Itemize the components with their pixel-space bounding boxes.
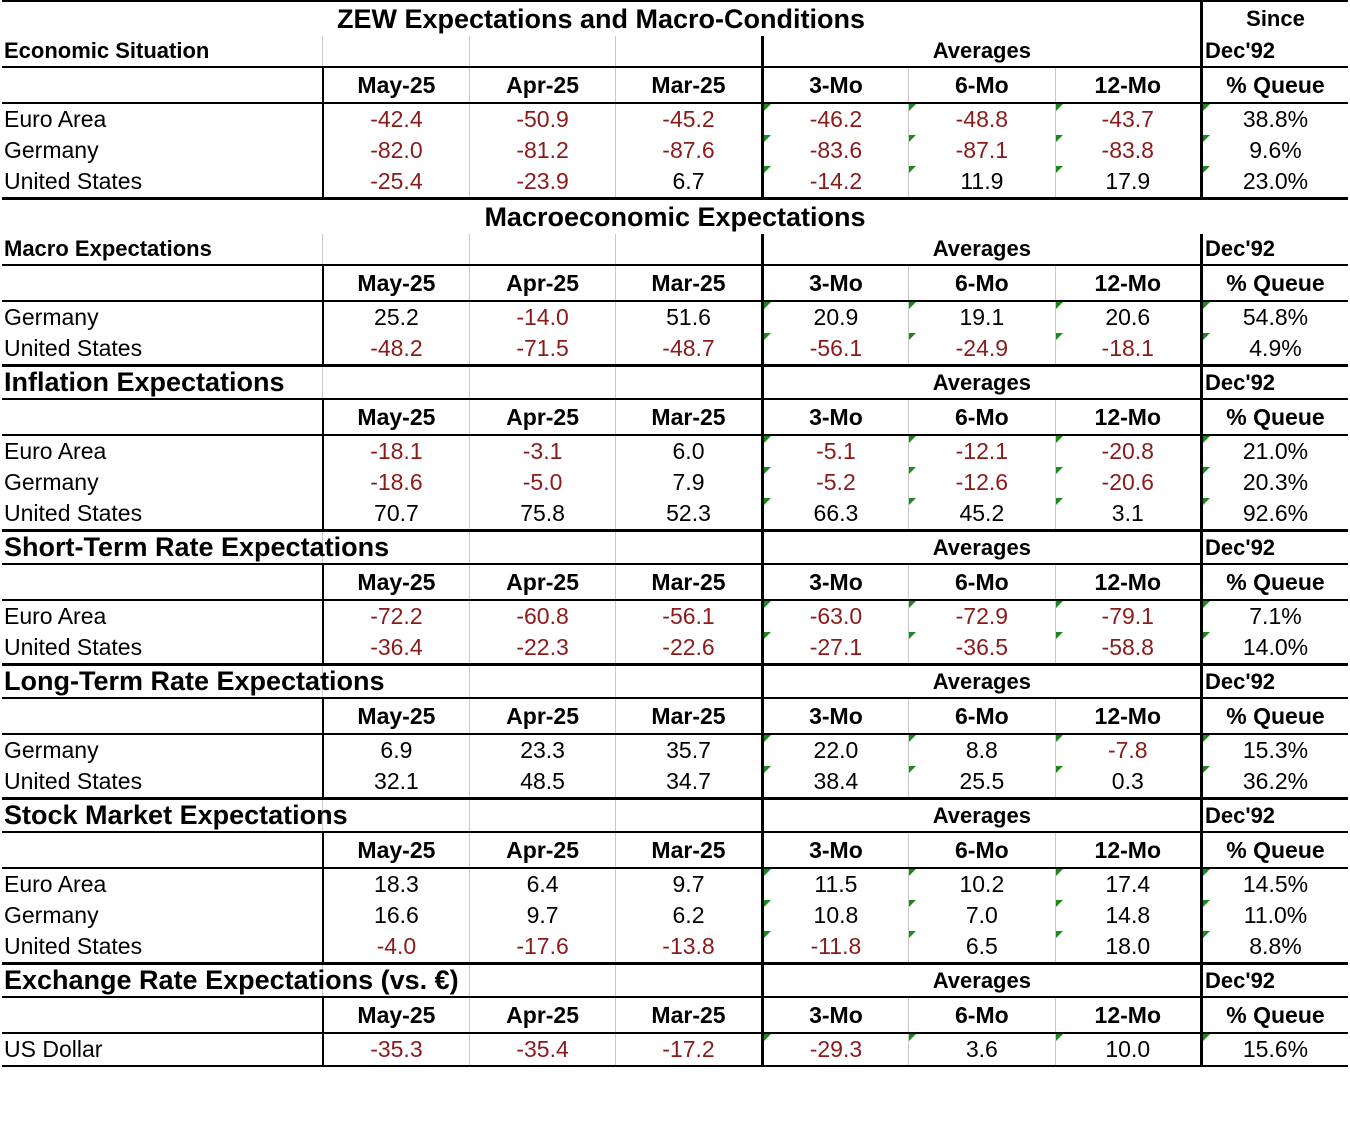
blank-cell[interactable]	[616, 964, 762, 998]
data-cell[interactable]: 92.6%	[1201, 498, 1348, 531]
column-header[interactable]: May-25	[323, 67, 469, 103]
blank-cell[interactable]	[469, 799, 615, 833]
data-cell[interactable]: 21.0%	[1201, 435, 1348, 467]
table-row	[2, 333, 1348, 366]
data-cell[interactable]: -58.8	[1055, 632, 1201, 665]
row-label[interactable]: United States	[4, 768, 143, 794]
table-row	[2, 199, 1348, 235]
data-cell[interactable]: -5.2	[762, 467, 908, 498]
blank-cell[interactable]	[2, 265, 323, 301]
data-cell[interactable]: 11.0%	[1201, 900, 1348, 931]
data-cell[interactable]: 10.2	[909, 868, 1055, 900]
table-row	[2, 832, 1348, 868]
data-cell[interactable]: -20.8	[1055, 435, 1201, 467]
column-header[interactable]: 3-Mo	[762, 698, 908, 734]
blank-cell[interactable]	[2, 832, 323, 868]
data-cell[interactable]: 15.3%	[1201, 734, 1348, 766]
section-label[interactable]: Inflation Expectations	[2, 366, 323, 400]
data-cell[interactable]: -12.6	[909, 467, 1055, 498]
row-label[interactable]: United States	[4, 335, 143, 361]
column-header[interactable]: 12-Mo	[1055, 832, 1201, 868]
data-cell[interactable]: 10.0	[1055, 1033, 1201, 1066]
data-cell[interactable]: -87.6	[616, 135, 762, 166]
data-cell[interactable]: -5.1	[762, 435, 908, 467]
averages-label[interactable]: Averages	[762, 36, 1201, 67]
table-row	[2, 103, 1348, 135]
table-row	[2, 301, 1348, 333]
column-header[interactable]: 12-Mo	[1055, 698, 1201, 734]
row-label[interactable]: United States	[4, 634, 143, 660]
data-cell[interactable]: -42.4	[323, 103, 469, 135]
data-cell[interactable]: -17.6	[469, 931, 615, 964]
row-label[interactable]: Germany	[4, 737, 99, 763]
data-cell[interactable]: 4.9%	[1201, 333, 1348, 366]
table-row	[2, 265, 1348, 301]
blank-cell[interactable]	[616, 799, 762, 833]
since-date-label[interactable]: Dec'92	[1201, 964, 1348, 998]
data-cell[interactable]: 35.7	[616, 734, 762, 766]
column-header[interactable]: 12-Mo	[1055, 67, 1201, 103]
data-cell[interactable]: -43.7	[1055, 103, 1201, 135]
since-date-label[interactable]: Dec'92	[1201, 799, 1348, 833]
data-cell[interactable]: 14.5%	[1201, 868, 1348, 900]
data-cell[interactable]: -87.1	[909, 135, 1055, 166]
column-header[interactable]: Apr-25	[469, 832, 615, 868]
data-cell[interactable]: 20.6	[1055, 301, 1201, 333]
since-date-label[interactable]: Dec'92	[1201, 36, 1348, 67]
column-header[interactable]: Apr-25	[469, 67, 615, 103]
data-cell[interactable]: -63.0	[762, 600, 908, 632]
data-cell[interactable]: -35.3	[323, 1033, 469, 1066]
column-header[interactable]: Apr-25	[469, 997, 615, 1033]
row-label[interactable]: Euro Area	[4, 438, 107, 464]
data-cell[interactable]: 25.2	[323, 301, 469, 333]
column-header[interactable]: May-25	[323, 698, 469, 734]
data-cell[interactable]: 20.3%	[1201, 467, 1348, 498]
data-cell[interactable]: -25.4	[323, 166, 469, 199]
row-label[interactable]: United States	[4, 933, 143, 959]
blank-cell[interactable]	[2, 564, 323, 600]
data-cell[interactable]: 54.8%	[1201, 301, 1348, 333]
table-row	[2, 698, 1348, 734]
column-header[interactable]: % Queue	[1201, 564, 1348, 600]
averages-label[interactable]: Averages	[762, 665, 1201, 699]
data-cell[interactable]: -18.1	[323, 435, 469, 467]
blank-cell[interactable]	[469, 36, 615, 67]
data-cell[interactable]: 18.3	[323, 868, 469, 900]
column-header[interactable]: 12-Mo	[1055, 399, 1201, 435]
column-header[interactable]: May-25	[323, 399, 469, 435]
data-cell[interactable]: 25.5	[909, 766, 1055, 799]
data-cell[interactable]: 36.2%	[1201, 766, 1348, 799]
data-cell[interactable]: -13.8	[616, 931, 762, 964]
table-row	[2, 734, 1348, 766]
data-cell[interactable]: -82.0	[323, 135, 469, 166]
since-date-label[interactable]: Dec'92	[1201, 531, 1348, 565]
since-date-label[interactable]: Dec'92	[1201, 366, 1348, 400]
column-header[interactable]: Apr-25	[469, 564, 615, 600]
table-row	[2, 997, 1348, 1033]
column-header[interactable]: 3-Mo	[762, 832, 908, 868]
column-header[interactable]: 6-Mo	[909, 832, 1055, 868]
since-label[interactable]: Since	[1201, 1, 1348, 36]
page-title[interactable]: ZEW Expectations and Macro-Conditions	[2, 1, 1201, 36]
data-cell[interactable]: -11.8	[762, 931, 908, 964]
data-cell[interactable]: -3.1	[469, 435, 615, 467]
since-date-label[interactable]: Dec'92	[1201, 665, 1348, 699]
averages-label[interactable]: Averages	[762, 799, 1201, 833]
column-header[interactable]: 3-Mo	[762, 67, 908, 103]
data-cell[interactable]: 70.7	[323, 498, 469, 531]
column-header[interactable]: 12-Mo	[1055, 997, 1201, 1033]
blank-cell[interactable]	[2, 698, 323, 734]
blank-cell[interactable]	[616, 234, 762, 265]
data-cell[interactable]: 6.4	[469, 868, 615, 900]
table-row	[2, 766, 1348, 799]
data-cell[interactable]: -27.1	[762, 632, 908, 665]
data-cell[interactable]: -14.0	[469, 301, 615, 333]
blank-cell[interactable]	[2, 997, 323, 1033]
column-header[interactable]: Apr-25	[469, 265, 615, 301]
table-row	[2, 931, 1348, 964]
column-header[interactable]: Mar-25	[616, 265, 762, 301]
table-row	[2, 399, 1348, 435]
data-cell[interactable]: -71.5	[469, 333, 615, 366]
data-cell[interactable]: 17.4	[1055, 868, 1201, 900]
data-cell[interactable]: 34.7	[616, 766, 762, 799]
column-header[interactable]: 3-Mo	[762, 564, 908, 600]
blank-cell[interactable]	[469, 366, 615, 400]
table-row	[2, 135, 1348, 166]
data-cell[interactable]: -48.2	[323, 333, 469, 366]
data-cell[interactable]: -18.1	[1055, 333, 1201, 366]
blank-cell[interactable]	[616, 366, 762, 400]
data-cell[interactable]: -7.8	[1055, 734, 1201, 766]
table-row	[2, 632, 1348, 665]
table-row	[2, 564, 1348, 600]
data-cell[interactable]: 11.9	[909, 166, 1055, 199]
table-row	[2, 67, 1348, 103]
data-cell[interactable]: 48.5	[469, 766, 615, 799]
row-label[interactable]: Germany	[4, 469, 99, 495]
row-label[interactable]: United States	[4, 500, 143, 526]
data-cell[interactable]: -72.9	[909, 600, 1055, 632]
row-label[interactable]: US Dollar	[2, 1033, 323, 1066]
averages-label[interactable]: Averages	[762, 964, 1201, 998]
data-cell[interactable]: 0.3	[1055, 766, 1201, 799]
data-cell[interactable]: -45.2	[616, 103, 762, 135]
column-header[interactable]: % Queue	[1201, 997, 1348, 1033]
table-row	[2, 1, 1348, 36]
column-header[interactable]: % Queue	[1201, 265, 1348, 301]
blank-cell[interactable]	[469, 665, 615, 699]
data-cell[interactable]: 6.5	[909, 931, 1055, 964]
section-label[interactable]: Macro Expectations	[4, 236, 212, 261]
data-cell[interactable]: -24.9	[909, 333, 1055, 366]
section-label[interactable]: Economic Situation	[4, 38, 210, 63]
data-cell[interactable]: -83.6	[762, 135, 908, 166]
blank-cell[interactable]	[469, 234, 615, 265]
data-cell[interactable]: -4.0	[323, 931, 469, 964]
section-label[interactable]: Short-Term Rate Expectations	[4, 532, 390, 562]
data-cell[interactable]: 6.7	[616, 166, 762, 199]
column-header[interactable]: Mar-25	[616, 832, 762, 868]
column-header[interactable]: % Queue	[1201, 399, 1348, 435]
data-cell[interactable]: 9.7	[616, 868, 762, 900]
row-label[interactable]: Germany	[4, 137, 99, 163]
column-header[interactable]: 6-Mo	[909, 564, 1055, 600]
table-row	[2, 868, 1348, 900]
data-cell[interactable]: 66.3	[762, 498, 908, 531]
column-header[interactable]: Apr-25	[469, 698, 615, 734]
section-label[interactable]: Stock Market Expectations	[4, 800, 348, 830]
blank-cell[interactable]	[616, 665, 762, 699]
averages-label[interactable]: Averages	[762, 234, 1201, 265]
column-header[interactable]: 12-Mo	[1055, 564, 1201, 600]
table-row	[2, 1033, 1348, 1066]
column-header[interactable]: Apr-25	[469, 399, 615, 435]
column-header[interactable]: % Queue	[1201, 67, 1348, 103]
table-row	[2, 665, 1348, 699]
data-cell[interactable]: 9.7	[469, 900, 615, 931]
data-cell[interactable]: 9.6%	[1201, 135, 1348, 166]
data-cell[interactable]: -56.1	[616, 600, 762, 632]
column-header[interactable]: % Queue	[1201, 698, 1348, 734]
data-cell[interactable]: -29.3	[762, 1033, 908, 1066]
row-label[interactable]: United States	[4, 168, 143, 194]
table-row	[2, 467, 1348, 498]
data-cell[interactable]: 6.9	[323, 734, 469, 766]
row-label[interactable]: Euro Area	[4, 603, 107, 629]
zew-table	[2, 0, 1348, 1067]
data-cell[interactable]: -48.8	[909, 103, 1055, 135]
data-cell[interactable]: 38.8%	[1201, 103, 1348, 135]
since-date-label[interactable]: Dec'92	[1201, 234, 1348, 265]
table-row	[2, 531, 1348, 565]
data-cell[interactable]: -46.2	[762, 103, 908, 135]
section-label[interactable]: Exchange Rate Expectations (vs. €)	[4, 965, 459, 995]
data-cell[interactable]: 3.6	[909, 1033, 1055, 1066]
column-header[interactable]: 12-Mo	[1055, 265, 1201, 301]
data-cell[interactable]: -79.1	[1055, 600, 1201, 632]
data-cell[interactable]: -81.2	[469, 135, 615, 166]
table-row	[2, 799, 1348, 833]
column-header[interactable]: 6-Mo	[909, 997, 1055, 1033]
blank-cell[interactable]	[323, 36, 469, 67]
data-cell[interactable]: 6.0	[616, 435, 762, 467]
column-header[interactable]: 6-Mo	[909, 399, 1055, 435]
column-header[interactable]: Mar-25	[616, 399, 762, 435]
data-cell[interactable]: 7.1%	[1201, 600, 1348, 632]
data-cell[interactable]: 22.0	[762, 734, 908, 766]
data-cell[interactable]: -36.5	[909, 632, 1055, 665]
data-cell[interactable]: 7.9	[616, 467, 762, 498]
table-row	[2, 600, 1348, 632]
blank-cell[interactable]	[616, 36, 762, 67]
column-header[interactable]: May-25	[323, 265, 469, 301]
row-label[interactable]: Euro Area	[4, 106, 107, 132]
data-cell[interactable]: -48.7	[616, 333, 762, 366]
blank-cell[interactable]	[323, 234, 469, 265]
data-cell[interactable]: -35.4	[469, 1033, 615, 1066]
data-cell[interactable]: 3.1	[1055, 498, 1201, 531]
data-cell[interactable]: 23.3	[469, 734, 615, 766]
blank-cell[interactable]	[2, 399, 323, 435]
data-cell[interactable]: -5.0	[469, 467, 615, 498]
data-cell[interactable]: 15.6%	[1201, 1033, 1348, 1066]
data-cell[interactable]: 45.2	[909, 498, 1055, 531]
table-row	[2, 435, 1348, 467]
column-header[interactable]: 6-Mo	[909, 698, 1055, 734]
data-cell[interactable]: 23.0%	[1201, 166, 1348, 199]
column-header[interactable]: 3-Mo	[762, 399, 908, 435]
blank-cell[interactable]	[2, 67, 323, 103]
row-label[interactable]: Germany	[4, 902, 99, 928]
averages-label[interactable]: Averages	[762, 531, 1201, 565]
blank-cell[interactable]	[469, 964, 615, 998]
data-cell[interactable]: -20.6	[1055, 467, 1201, 498]
data-cell[interactable]: 6.2	[616, 900, 762, 931]
data-cell[interactable]: 75.8	[469, 498, 615, 531]
table-row	[2, 234, 1348, 265]
section-label[interactable]: Long-Term Rate Expectations	[4, 666, 385, 696]
data-cell[interactable]: 51.6	[616, 301, 762, 333]
column-header[interactable]: Mar-25	[616, 67, 762, 103]
data-cell[interactable]: -14.2	[762, 166, 908, 199]
blank-cell[interactable]	[616, 531, 762, 565]
column-header[interactable]: % Queue	[1201, 832, 1348, 868]
table-row	[2, 366, 1348, 400]
column-header[interactable]: 6-Mo	[909, 265, 1055, 301]
data-cell[interactable]: -60.8	[469, 600, 615, 632]
column-header[interactable]: May-25	[323, 564, 469, 600]
data-cell[interactable]: 20.9	[762, 301, 908, 333]
data-cell[interactable]: 17.9	[1055, 166, 1201, 199]
section-title[interactable]: Macroeconomic Expectations	[2, 199, 1348, 235]
data-cell[interactable]: 32.1	[323, 766, 469, 799]
data-cell[interactable]: -72.2	[323, 600, 469, 632]
data-cell[interactable]: -12.1	[909, 435, 1055, 467]
column-header[interactable]: 3-Mo	[762, 265, 908, 301]
row-label[interactable]: Germany	[4, 304, 99, 330]
data-cell[interactable]: 14.8	[1055, 900, 1201, 931]
data-cell[interactable]: -36.4	[323, 632, 469, 665]
table-row	[2, 900, 1348, 931]
table-row	[2, 36, 1348, 67]
data-cell[interactable]: -23.9	[469, 166, 615, 199]
data-cell[interactable]: 11.5	[762, 868, 908, 900]
column-header[interactable]: Mar-25	[616, 564, 762, 600]
table-row	[2, 498, 1348, 531]
data-cell[interactable]: 8.8%	[1201, 931, 1348, 964]
column-header[interactable]: May-25	[323, 832, 469, 868]
data-cell[interactable]: 38.4	[762, 766, 908, 799]
column-header[interactable]: Mar-25	[616, 997, 762, 1033]
data-cell[interactable]: -18.6	[323, 467, 469, 498]
table-body	[2, 1, 1348, 1066]
column-header[interactable]: May-25	[323, 997, 469, 1033]
table-row	[2, 166, 1348, 199]
data-cell[interactable]: -22.6	[616, 632, 762, 665]
data-cell[interactable]: 19.1	[909, 301, 1055, 333]
blank-cell[interactable]	[323, 366, 469, 400]
data-cell[interactable]: -17.2	[616, 1033, 762, 1066]
data-cell[interactable]: 14.0%	[1201, 632, 1348, 665]
table-row	[2, 964, 1348, 998]
data-cell[interactable]: 7.0	[909, 900, 1055, 931]
column-header[interactable]: Mar-25	[616, 698, 762, 734]
data-cell[interactable]: 8.8	[909, 734, 1055, 766]
averages-label[interactable]: Averages	[762, 366, 1201, 400]
data-cell[interactable]: -50.9	[469, 103, 615, 135]
row-label[interactable]: Euro Area	[4, 871, 107, 897]
data-cell[interactable]: -22.3	[469, 632, 615, 665]
blank-cell[interactable]	[469, 531, 615, 565]
data-cell[interactable]: 16.6	[323, 900, 469, 931]
data-cell[interactable]: -56.1	[762, 333, 908, 366]
data-cell[interactable]: 18.0	[1055, 931, 1201, 964]
column-header[interactable]: 6-Mo	[909, 67, 1055, 103]
data-cell[interactable]: 52.3	[616, 498, 762, 531]
column-header[interactable]: 3-Mo	[762, 997, 908, 1033]
data-cell[interactable]: 10.8	[762, 900, 908, 931]
data-cell[interactable]: -83.8	[1055, 135, 1201, 166]
